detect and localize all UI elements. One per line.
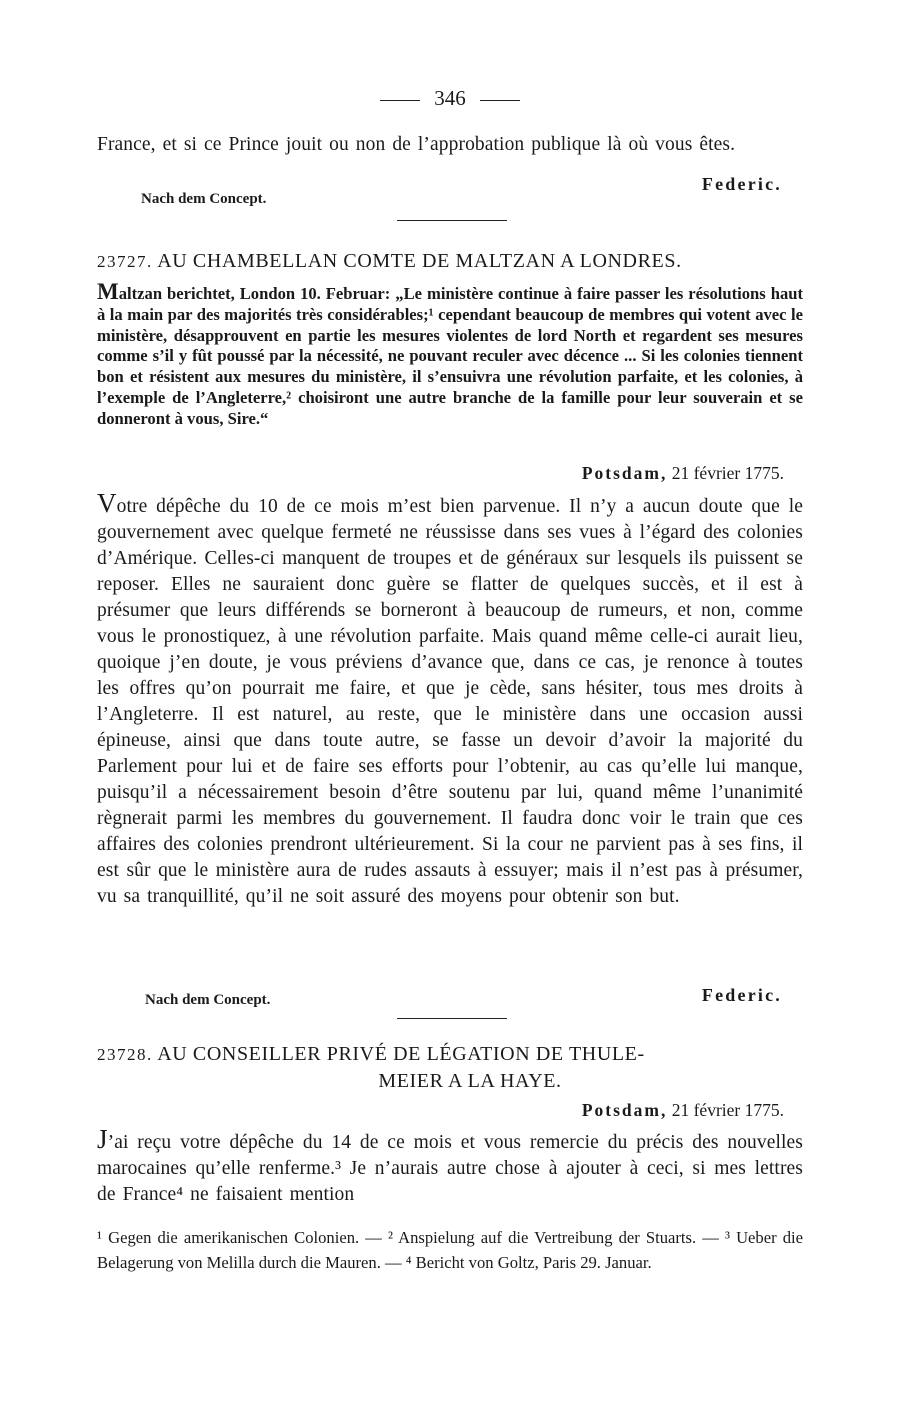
body-text: ’ai reçu votre dépêche du 14 de ce mois et vous remercie du précis des nouvelles marocaines qu’elle renferme.³ Je n’aurais autre chose à ajouter à ceci, si mes lettres de France⁴ ne faisaient mention [97, 1132, 803, 1205]
dateline-date: 21 février 1775. [671, 1100, 784, 1120]
letter-23727-summary [97, 279, 803, 430]
page-number-text: 346 [434, 86, 466, 110]
continuation-text: France, et si ce Prince jouit ou non de l’approbation publique là où vous êtes. [97, 134, 736, 155]
body-paragraph [97, 490, 803, 910]
letter-23727-body [97, 490, 803, 910]
body-paragraph [97, 1126, 803, 1208]
page-number-dash-left [380, 100, 420, 101]
letter-recipient: AU CHAMBELLAN COMTE DE MALTZAN A LONDRES. [157, 250, 682, 272]
source-note-top: Nach dem Concept. [141, 191, 267, 207]
top-continuation [97, 132, 803, 158]
letter-23728-dateline [582, 1100, 784, 1121]
divider-rule-2 [397, 1018, 507, 1019]
letter-recipient-line1: AU CONSEILLER PRIVÉ DE LÉGATION DE THULE- [157, 1043, 645, 1065]
signature-top: Federic. [701, 174, 782, 194]
body-initial: J [97, 1124, 108, 1154]
letter-number: 23727. [97, 252, 153, 271]
letter-number: 23728. [97, 1045, 153, 1064]
page-number [0, 86, 900, 111]
body-text: otre dépêche du 10 de ce mois m’est bien parvenue. Il n’y a aucun doute que le gouvernement avec quelque fermeté ne réussisse dans ses vues à l’égard des colonies d’Amérique. Celles-ci manquent de troupes et de généraux sur lesquels ils puissent se reposer. Elles ne sauraient donc guère se flatter de quelques succès, et il est à présumer que leurs différends se borneront à beaucoup de rumeurs, et non, comme vous le pronostiquez, à une révolution parfaite. Mais quand même celle-ci aurait lieu, quoique j’en doute, je vous préviens d’avance que, dans ce cas, je renonce à toutes les offres qu’on pourrait me faire, et que je cède, sans hésiter, tous mes droits à l’Angleterre. Il est naturel, au reste, que le ministère dans une occasion aussi épineuse, ainsi que dans toute autre, se fasse un devoir d’avoir la majorité du Parlement pour lui et de faire ses efforts pour l’obtenir, au cas qu’elle lui manque, puisqu’il a nécessairement besoin d’être soutenu par lui, quand même l’unanimité règnerait parmi les membres du gouvernement. Il faudra donc voir le train que ces affaires des colonies prendront ultérieurement. Si la cour ne parvient pas à ses fins, il est sûr que le ministère aura de rudes assauts à essuyer; mais il n’est pas à présumer, vu sa tranquillité, qu’il ne soit assuré des moyens pour obtenir son but. [97, 496, 803, 907]
dateline-place: Potsdam, [581, 463, 668, 483]
footnotes: ¹ Gegen die amerikanischen Colonien. — ² Anspielung auf die Vertreibung der Stuarts. — ³ Ueber die Belagerung von Melilla durch die Mauren. — ⁴ Bericht von Goltz, Paris 29. Januar. [97, 1228, 803, 1272]
letter-23727-dateline [582, 463, 784, 484]
page-number-dash-right [480, 100, 520, 101]
dateline-date: 21 février 1775. [671, 463, 784, 483]
dateline-place: Potsdam, [581, 1100, 668, 1120]
divider-rule-1 [397, 220, 507, 221]
letter-23728-body [97, 1126, 803, 1208]
signature-23727: Federic. [701, 985, 782, 1005]
body-initial: V [97, 488, 117, 518]
summary-initial: M [97, 279, 119, 304]
letter-recipient-line2: MEIER A LA HAYE. [378, 1070, 562, 1092]
letter-23728-heading [97, 1041, 803, 1094]
source-note-23727: Nach dem Concept. [145, 992, 271, 1008]
summary-text: altzan berichtet, London 10. Februar: „Le ministère continue à faire passer les résolutions haut à la main par des majorités très considérables;¹ cependant beaucoup de membres qui votent avec le ministère, désapprouvent en partie les mesures violentes de lord North et regardent ses mesures comme s’il y fût poussé par la nécessité, ne pouvant reculer avec décence ... Si les colonies tiennent bon et résistent aux mesures du ministère, il s’ensuivra une révolution parfaite, et les colonies, à l’exemple de l’Angleterre,² choisiront une autre branche de la famille pour leur souverain et se donneront à vous, Sire.“ [97, 284, 803, 428]
summary-paragraph [97, 279, 803, 430]
letter-23727-heading [97, 248, 803, 275]
